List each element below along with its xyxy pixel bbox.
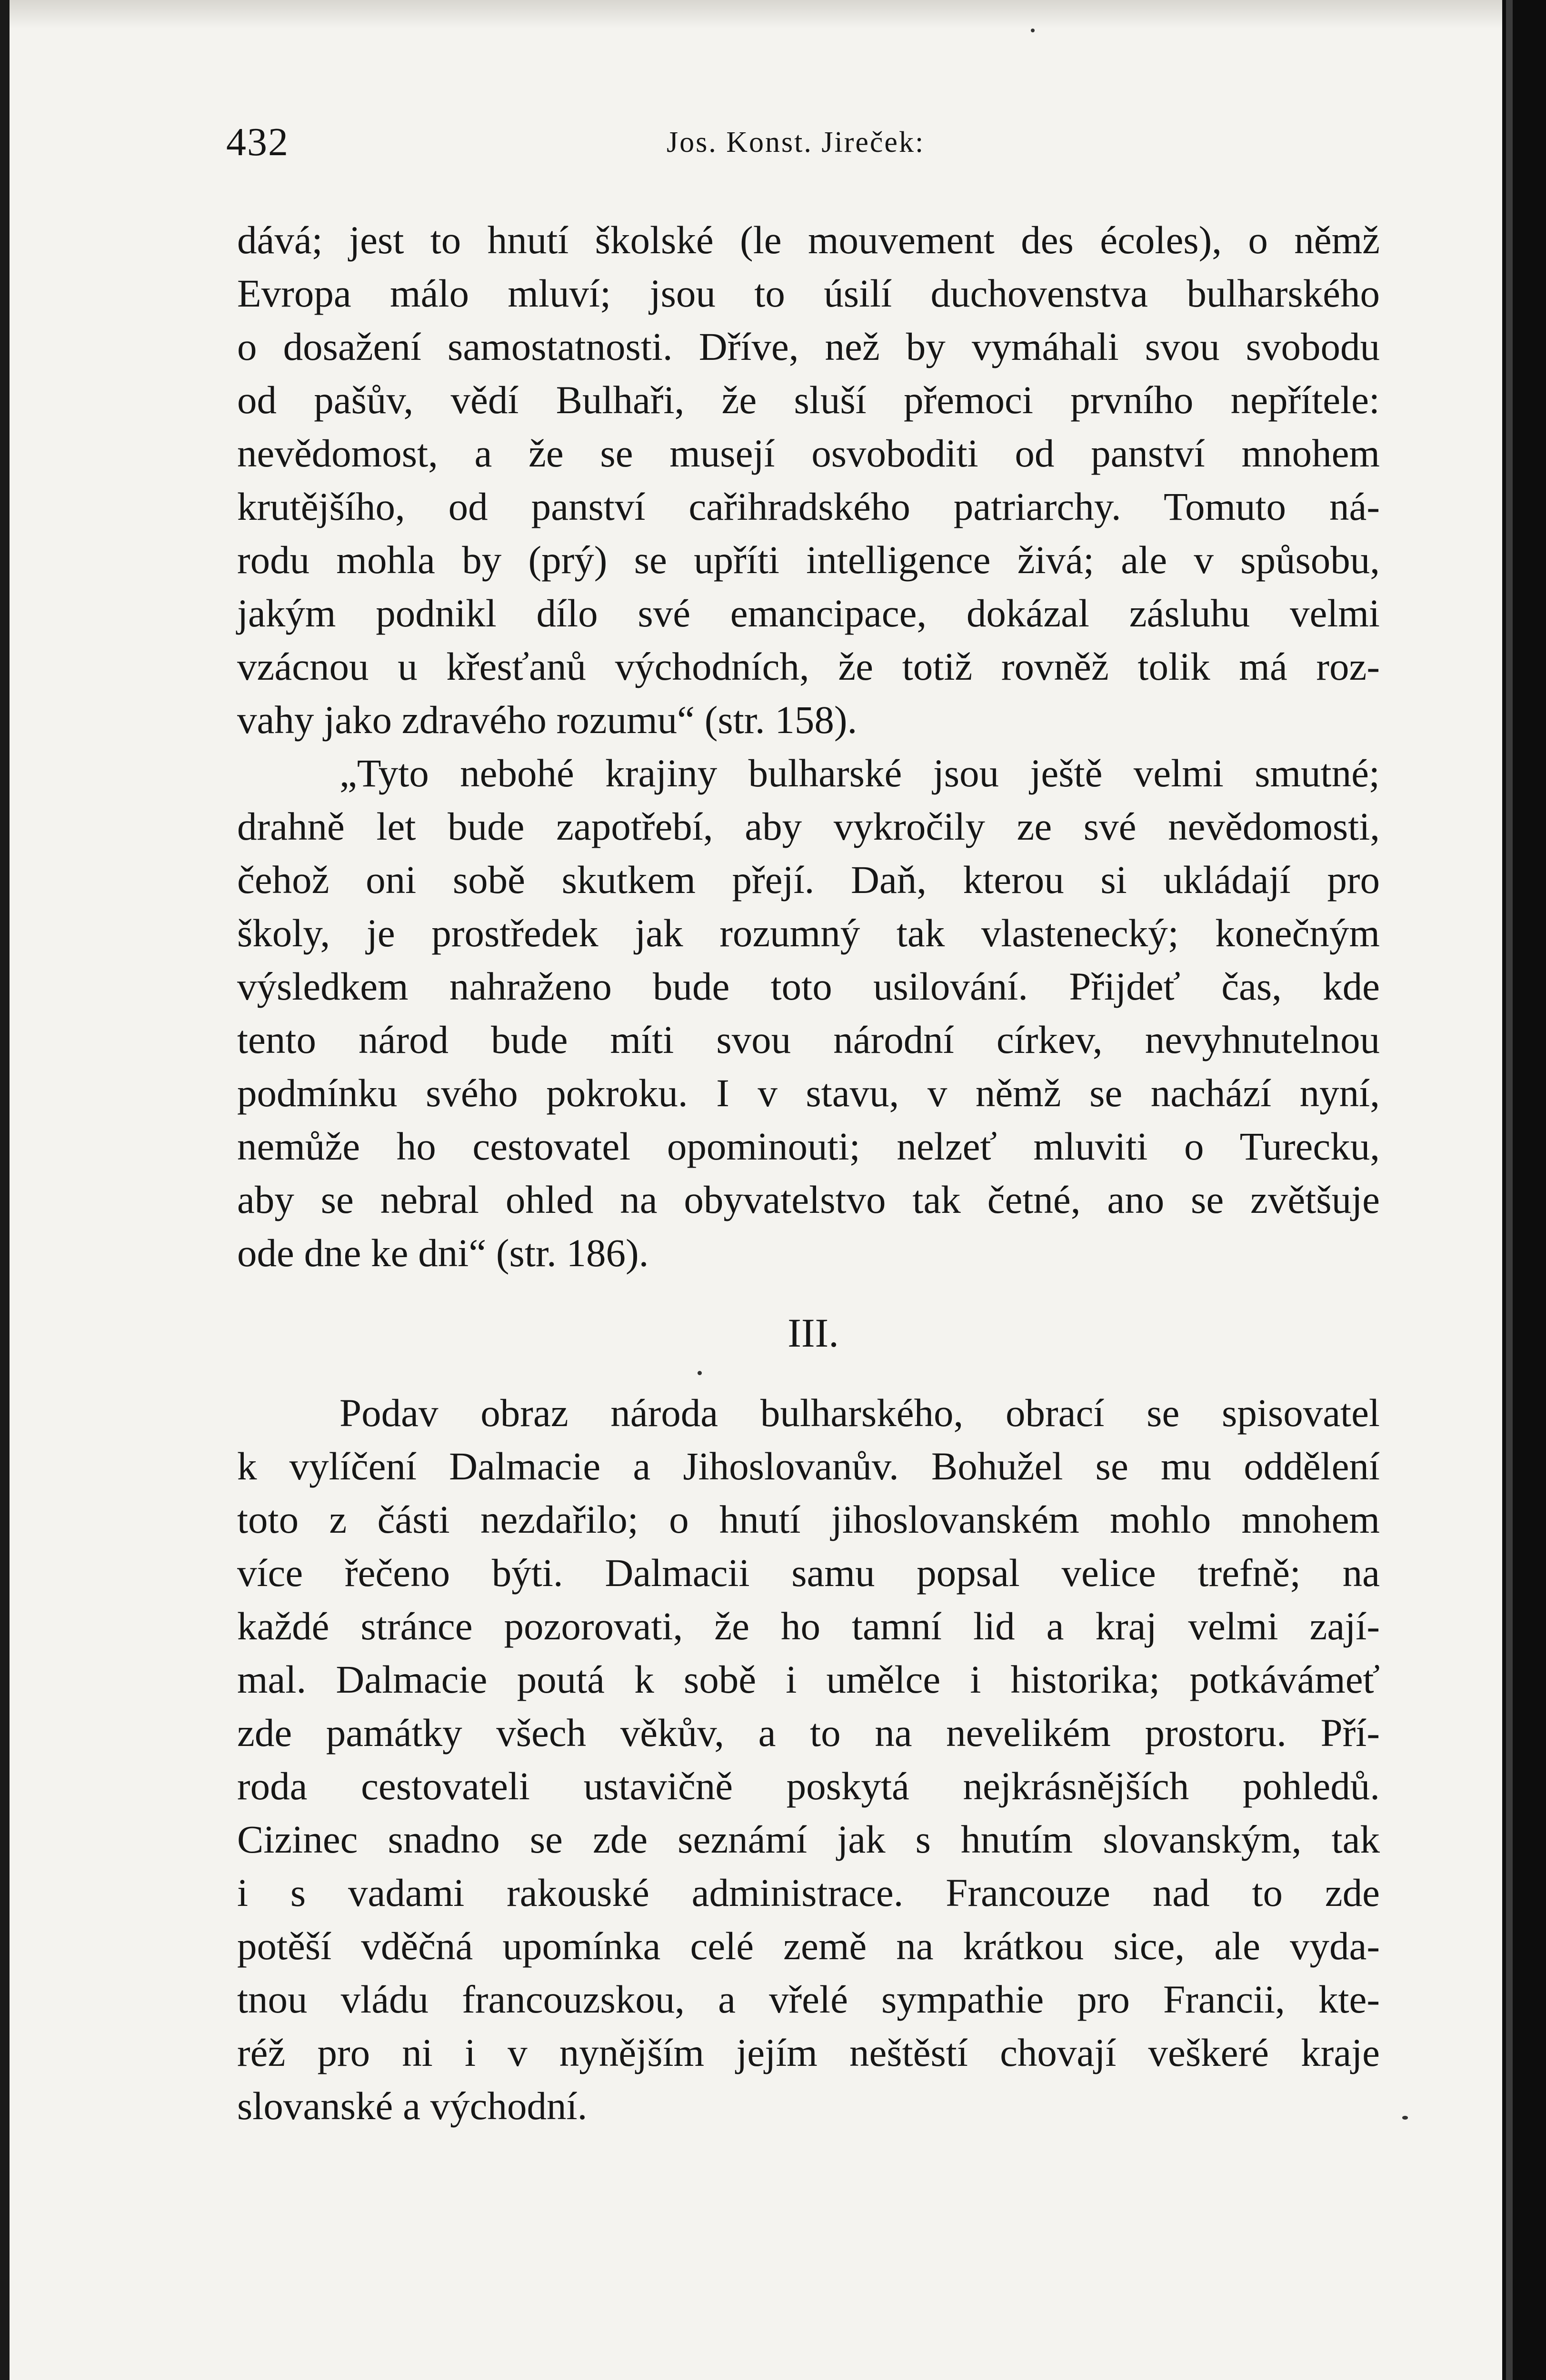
paper-speck <box>1402 2116 1408 2120</box>
page-header <box>226 119 1226 176</box>
text-line: Evropa málo mluví; jsou to úsilí duchovenstva bulharského <box>237 271 1380 315</box>
text-line: více řečeno býti. Dalmacii samu popsal velice trefně; na <box>237 1551 1380 1595</box>
text-line: slovanské a východní. <box>237 2084 588 2128</box>
text-line: vzácnou u křesťanů východních, že totiž rovněž tolik má roz- <box>237 645 1380 688</box>
text-line: ode dne ke dni“ (str. 186). <box>237 1231 649 1275</box>
text-line: mal. Dalmacie poutá k sobě i umělce i historika; potkávámeť <box>237 1657 1380 1701</box>
body-text <box>237 213 1380 2132</box>
text-line: čehož oni sobě skutkem přejí. Daň, kterou si ukládají pro <box>237 858 1380 902</box>
text-line: roda cestovateli ustavičně poskytá nejkrásnějších pohledů. <box>237 1764 1380 1808</box>
text-line: krutějšího, od panství cařihradského patriarchy. Tomuto ná- <box>237 485 1380 528</box>
text-line: toto z části nezdařilo; o hnutí jihoslovanském mohlo mnohem <box>237 1497 1380 1541</box>
text-line: nemůže ho cestovatel opominouti; nelzeť mluviti o Turecku, <box>237 1124 1380 1168</box>
paper-speck <box>698 1371 702 1375</box>
section-heading: III. <box>788 1310 839 1356</box>
page-top-shadow <box>10 0 1502 29</box>
text-line: k vylíčení Dalmacie a Jihoslovanův. Bohužel se mu oddělení <box>237 1444 1380 1488</box>
text-line: o dosažení samostatnosti. Dříve, než by vymáhali svou svobodu <box>237 325 1380 368</box>
text-line: réž pro ni i v nynějším jejím neštěstí chovají veškeré kraje <box>237 2031 1380 2074</box>
text-line: nevědomost, a že se musejí osvoboditi od panství mnohem <box>237 431 1380 475</box>
running-head: Jos. Konst. Jireček: <box>667 126 925 159</box>
text-line: tnou vládu francouzskou, a vřelé sympathie pro Francii, kte- <box>237 1977 1380 2021</box>
text-line: potěší vděčná upomínka celé země na krátkou sice, ale vyda- <box>237 1924 1380 1968</box>
scan-edge <box>1502 0 1546 2380</box>
text-line: každé stránce pozorovati, že ho tamní lid a kraj velmi zají- <box>237 1604 1380 1648</box>
text-line: vahy jako zdravého rozumu“ (str. 158). <box>237 698 858 742</box>
text-line: tento národ bude míti svou národní církev, nevyhnutelnou <box>237 1018 1380 1061</box>
text-line: zde památky všech věkův, a to na nevelikém prostoru. Pří- <box>237 1711 1380 1755</box>
text-line: i s vadami rakouské administrace. Francouze nad to zde <box>237 1871 1380 1914</box>
page-number: 432 <box>226 120 289 164</box>
text-line: od pašův, vědí Bulhaři, že sluší přemoci prvního nepřítele: <box>237 378 1380 422</box>
text-line: dává; jest to hnutí školské (le mouvement des écoles), o němž <box>237 218 1380 262</box>
text-line: podmínku svého pokroku. I v stavu, v němž se nachází nyní, <box>237 1071 1380 1115</box>
paper-speck <box>1031 29 1035 32</box>
text-line: výsledkem nahraženo bude toto usilování. Přijdeť čas, kde <box>237 964 1380 1008</box>
text-line: Cizinec snadno se zde seznámí jak s hnutím slovanským, tak <box>237 1817 1380 1861</box>
text-line: školy, je prostředek jak rozumný tak vlastenecký; konečným <box>237 911 1380 955</box>
text-line: „Tyto nebohé krajiny bulharské jsou ještě velmi smutné; <box>339 751 1380 795</box>
text-line: jakým podnikl dílo své emancipace, dokázal zásluhu velmi <box>237 591 1380 635</box>
text-line: Podav obraz národa bulharského, obrací se spisovatel <box>339 1391 1380 1435</box>
text-line: aby se nebral ohled na obyvatelstvo tak četné, ano se zvětšuje <box>237 1178 1380 1221</box>
text-line: drahně let bude zapotřebí, aby vykročily ze své nevědomosti, <box>237 804 1380 848</box>
book-page <box>10 0 1502 2380</box>
text-line: rodu mohla by (prý) se upříti intelligence živá; ale v spůsobu, <box>237 538 1380 582</box>
